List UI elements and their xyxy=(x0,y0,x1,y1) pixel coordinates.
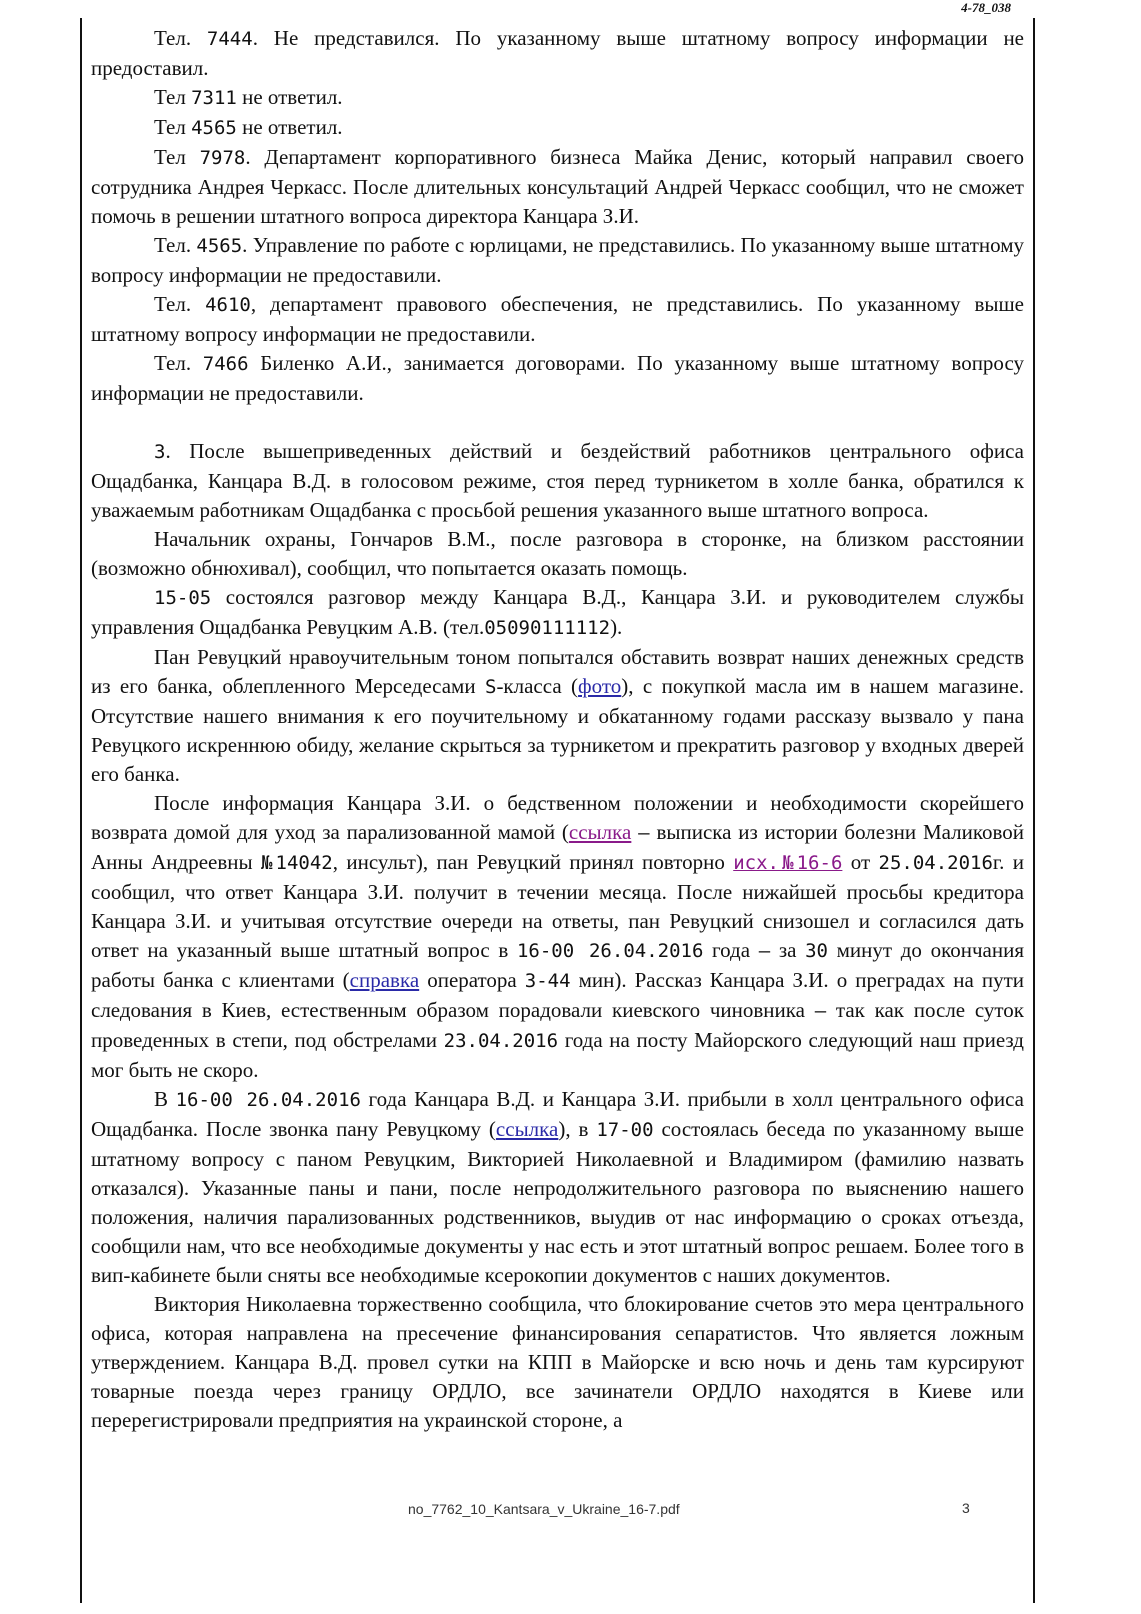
paragraph: Пан Ревуцкий нравоучительным тоном попытался обставить возврат наших денежных средств из его банка, облепленного Мерседесами S-класса (фото), с покупкой масла им в нашем магазине. Отсутствие нашего внимания к его поучительному и обкатанному годами рассказу вызвало у пана Ревуцкого искреннюю обиду, желание скрыться за турникетом и прекратить разговор у входных дверей его банка. xyxy=(91,645,1024,786)
footer-filename: no_7762_10_Kantsara_v_Ukraine_16-7.pdf xyxy=(408,1501,680,1517)
page-number: 3 xyxy=(962,1500,970,1516)
medical-record-link[interactable]: ссылка xyxy=(568,820,632,844)
paragraph: 15-05 состоялся разговор между Канцара В.Д., Канцара З.И. и руководителем службы управления Ощадбанка Ревуцким А.В. (тел.05090111112). xyxy=(91,585,1024,639)
paragraph: 3. После вышеприведенных действий и бездействий работников центрального офиса Ощадбанка, Канцара В.Д. в голосовом режиме, стоя перед турникетом в холле банка, обратился к уважаемым работникам Ощадбанка с просьбой решения указанного выше штатного вопроса. xyxy=(91,439,1024,522)
paragraph: Тел 7311 не ответил. xyxy=(154,85,343,109)
outgoing-letter-link[interactable]: исх.№16-6 xyxy=(733,852,843,874)
document-id: 4-78_038 xyxy=(961,0,1011,15)
paragraph: Тел. 7466 Биленко А.И., занимается договорами. По указанному выше штатному вопросу информации не предоставили. xyxy=(91,351,1024,405)
paragraph: В 16-00 26.04.2016 года Канцара В.Д. и Канцара З.И. прибыли в холл центрального офиса Ощадбанка. После звонка пану Ревуцкому (ссылка), в 17-00 состоялась беседа по указанному выше штатному вопросу с паном Ревуцким, Викторией Николаевной и Владимиром (фамилию назвать отказался). Указанные паны и пани, после непродолжительного разговора по выяснению нашего положения, наличия парализованных родственников, выудив от нас информацию о сроках отъезда, сообщили нам, что все необходимые документы у нас есть и этот штатный вопрос решаем. Более того в вип-кабинете были сняты все необходимые ксерокопии документов с наших документов. xyxy=(91,1087,1024,1287)
right-margin-rule xyxy=(1033,18,1035,1603)
paragraph: Тел 7978. Департамент корпоративного бизнеса Майка Денис, который направил своего сотрудника Андрея Черкасс. После длительных консультаций Андрей Черкасс сообщил, что не сможет помочь в решении штатного вопроса директора Канцара З.И. xyxy=(91,145,1025,228)
paragraph: Начальник охраны, Гончаров В.М., после разговора в сторонке, на близком расстоянии (возможно обнюхивал), сообщил, что попытается оказать помощь. xyxy=(91,527,1024,580)
paragraph: Тел. 4565. Управление по работе с юрлицами, не представились. По указанному выше штатному вопросу информации не предоставили. xyxy=(91,233,1025,287)
operator-reference-link[interactable]: справка xyxy=(349,968,420,992)
page-body xyxy=(91,24,1024,1435)
left-margin-rule xyxy=(80,18,82,1603)
photo-link[interactable]: фото xyxy=(578,674,622,698)
paragraph: Тел 4565 не ответил. xyxy=(154,115,343,139)
paragraph: Тел. 4610, департамент правового обеспечения, не представились. По указанному выше штатному вопросу информации не предоставили. xyxy=(91,292,1024,346)
paragraph: После информация Канцара З.И. о бедственном положении и необходимости скорейшего возврата домой для уход за парализованной мамой (ссылка – выписка из истории болезни Маликовой Анны Андреевны №14042, инсульт), пан Ревуцкий принял повторно исх.№16-6 от 25.04.2016г. и сообщил, что ответ Канцара З.И. получит в течении месяца. После нижайшей просьбы кредитора Канцара З.И. и учитывая отсутствие очереди на ответы, пан Ревуцкий снизошел и согласился дать ответ на указанный выше штатный вопрос в 16-00 26.04.2016 года – за 30 минут до окончания работы банка с клиентами (справка оператора 3-44 мин). Рассказ Канцара З.И. о преградах на пути следования в Киев, естественным образом порадовали киевского чиновника – так как после суток проведенных в степи, под обстрелами 23.04.2016 года на посту Майорского следующий наш приезд мог быть не скоро. xyxy=(91,791,1025,1082)
paragraph: Тел. 7444. Не представился. По указанному выше штатному вопросу информации не предоставил. xyxy=(91,26,1025,80)
paragraph: Виктория Николаевна торжественно сообщила, что блокирование счетов это мера центрального офиса, которая направлена на пресечение финансирования сепаратистов. Что является ложным утверждением. Канцара В.Д. провел сутки на КПП в Майорске и всю ночь и день там курсируют товарные поезда через границу ОРДЛО, все зачинатели ОРДЛО находятся в Киеве или перерегистрировали предприятия на украинской стороне, а xyxy=(91,1292,1024,1432)
call-link[interactable]: ссылка xyxy=(495,1117,559,1141)
